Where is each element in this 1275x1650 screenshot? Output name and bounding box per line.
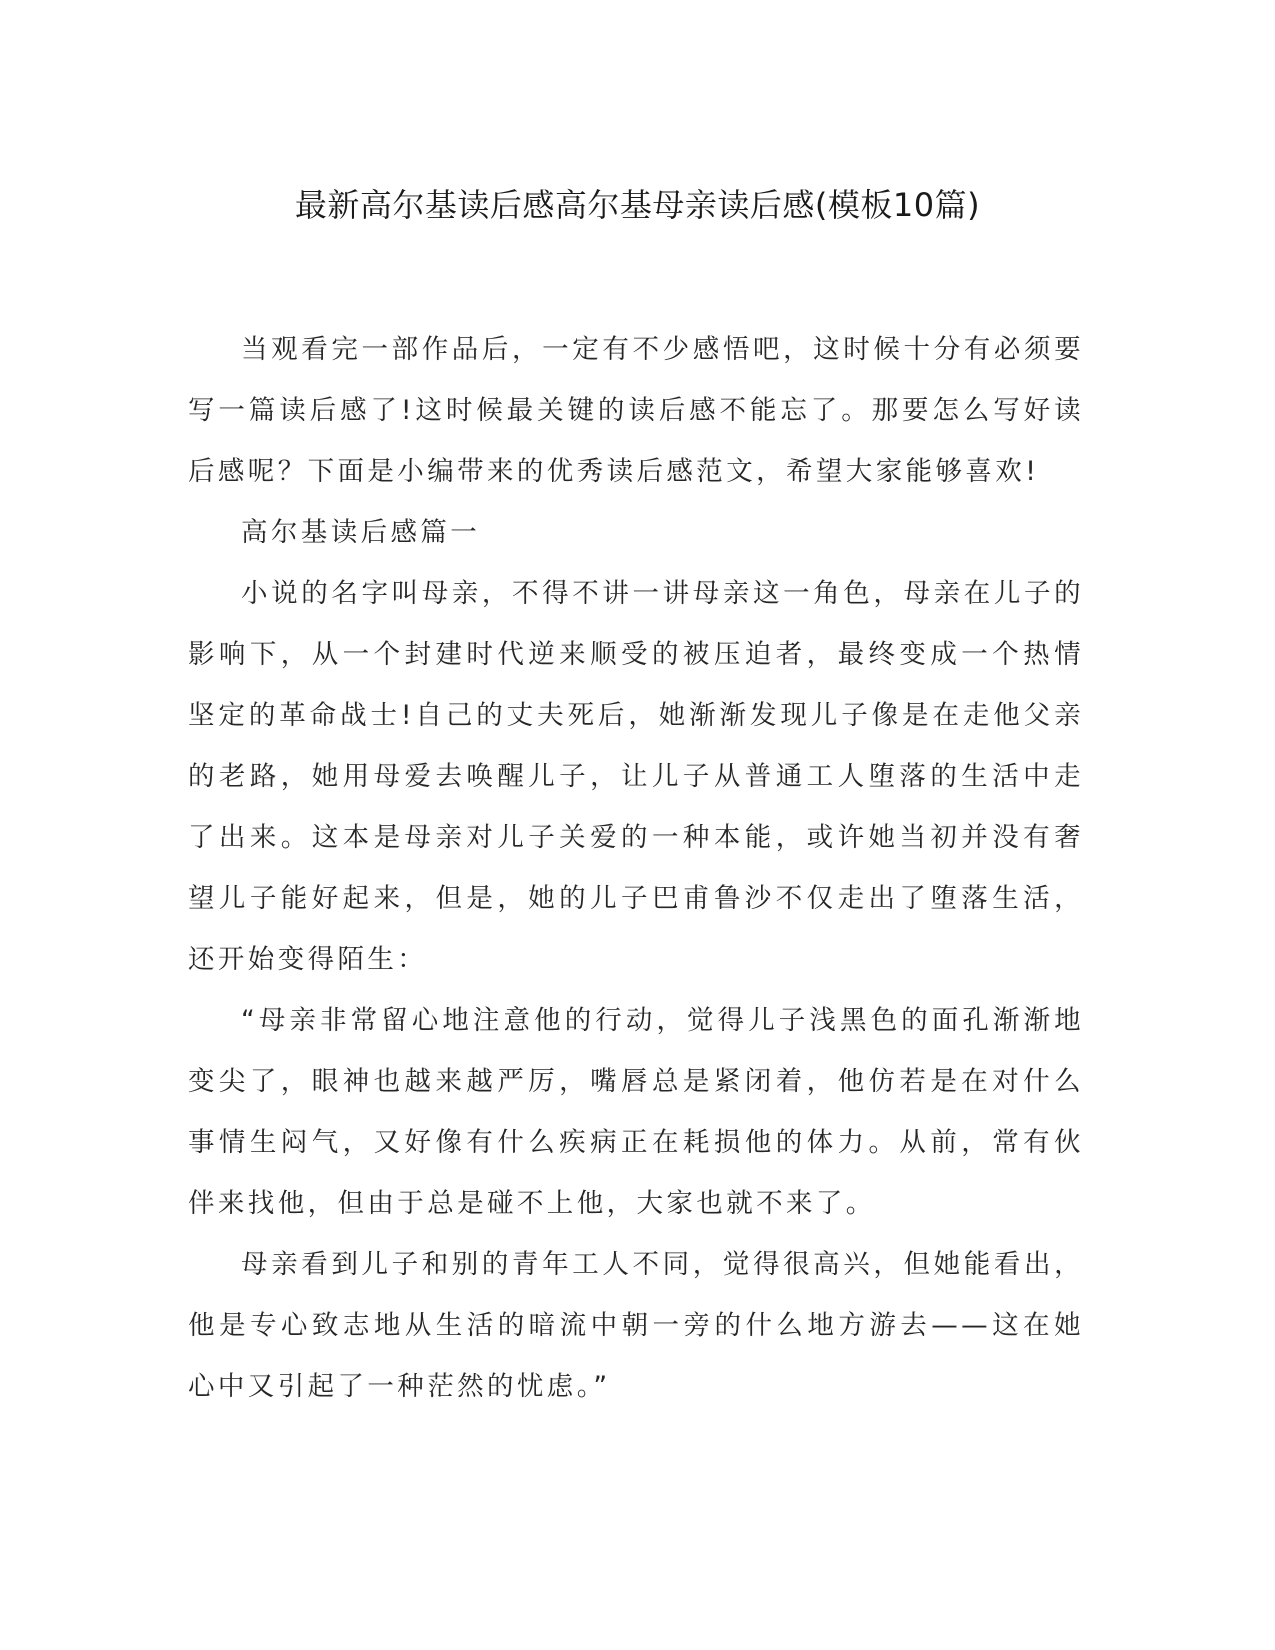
quote-paragraph: 母亲看到儿子和别的青年工人不同，觉得很高兴，但她能看出，他是专心致志地从生活的暗流中朝一旁的什么地方游去——这在她心中又引起了一种茫然的忧虑。” (188, 1249, 1084, 1402)
intro-paragraph: 当观看完一部作品后，一定有不少感悟吧，这时候十分有必须要写一篇读后感了!这时候最关键的读后感不能忘了。那要怎么写好读后感呢？下面是小编带来的优秀读后感范文，希望大家能够喜欢! (188, 334, 1084, 487)
document-body (188, 319, 1084, 1417)
document-title: 最新高尔基读后感高尔基母亲读后感(模板10篇) (294, 186, 981, 224)
quote-paragraph: “母亲非常留心地注意他的行动，觉得儿子浅黑色的面孔渐渐地变尖了，眼神也越来越严厉，嘴唇总是紧闭着，他仿若是在对什么事情生闷气，又好像有什么疾病正在耗损他的体力。从前，常有伙伴来找他，但由于总是碰不上他，大家也就不来了。 (188, 1005, 1084, 1219)
body-paragraph: 小说的名字叫母亲，不得不讲一讲母亲这一角色，母亲在儿子的影响下，从一个封建时代逆来顺受的被压迫者，最终变成一个热情坚定的革命战士!自己的丈夫死后，她渐渐发现儿子像是在走他父亲的老路，她用母爱去唤醒儿子，让儿子从普通工人堕落的生活中走了出来。这本是母亲对儿子关爱的一种本能，或许她当初并没有奢望儿子能好起来，但是，她的儿子巴甫鲁沙不仅走出了堕落生活，还开始变得陌生： (188, 578, 1084, 975)
section-heading: 高尔基读后感篇一 (241, 517, 481, 548)
